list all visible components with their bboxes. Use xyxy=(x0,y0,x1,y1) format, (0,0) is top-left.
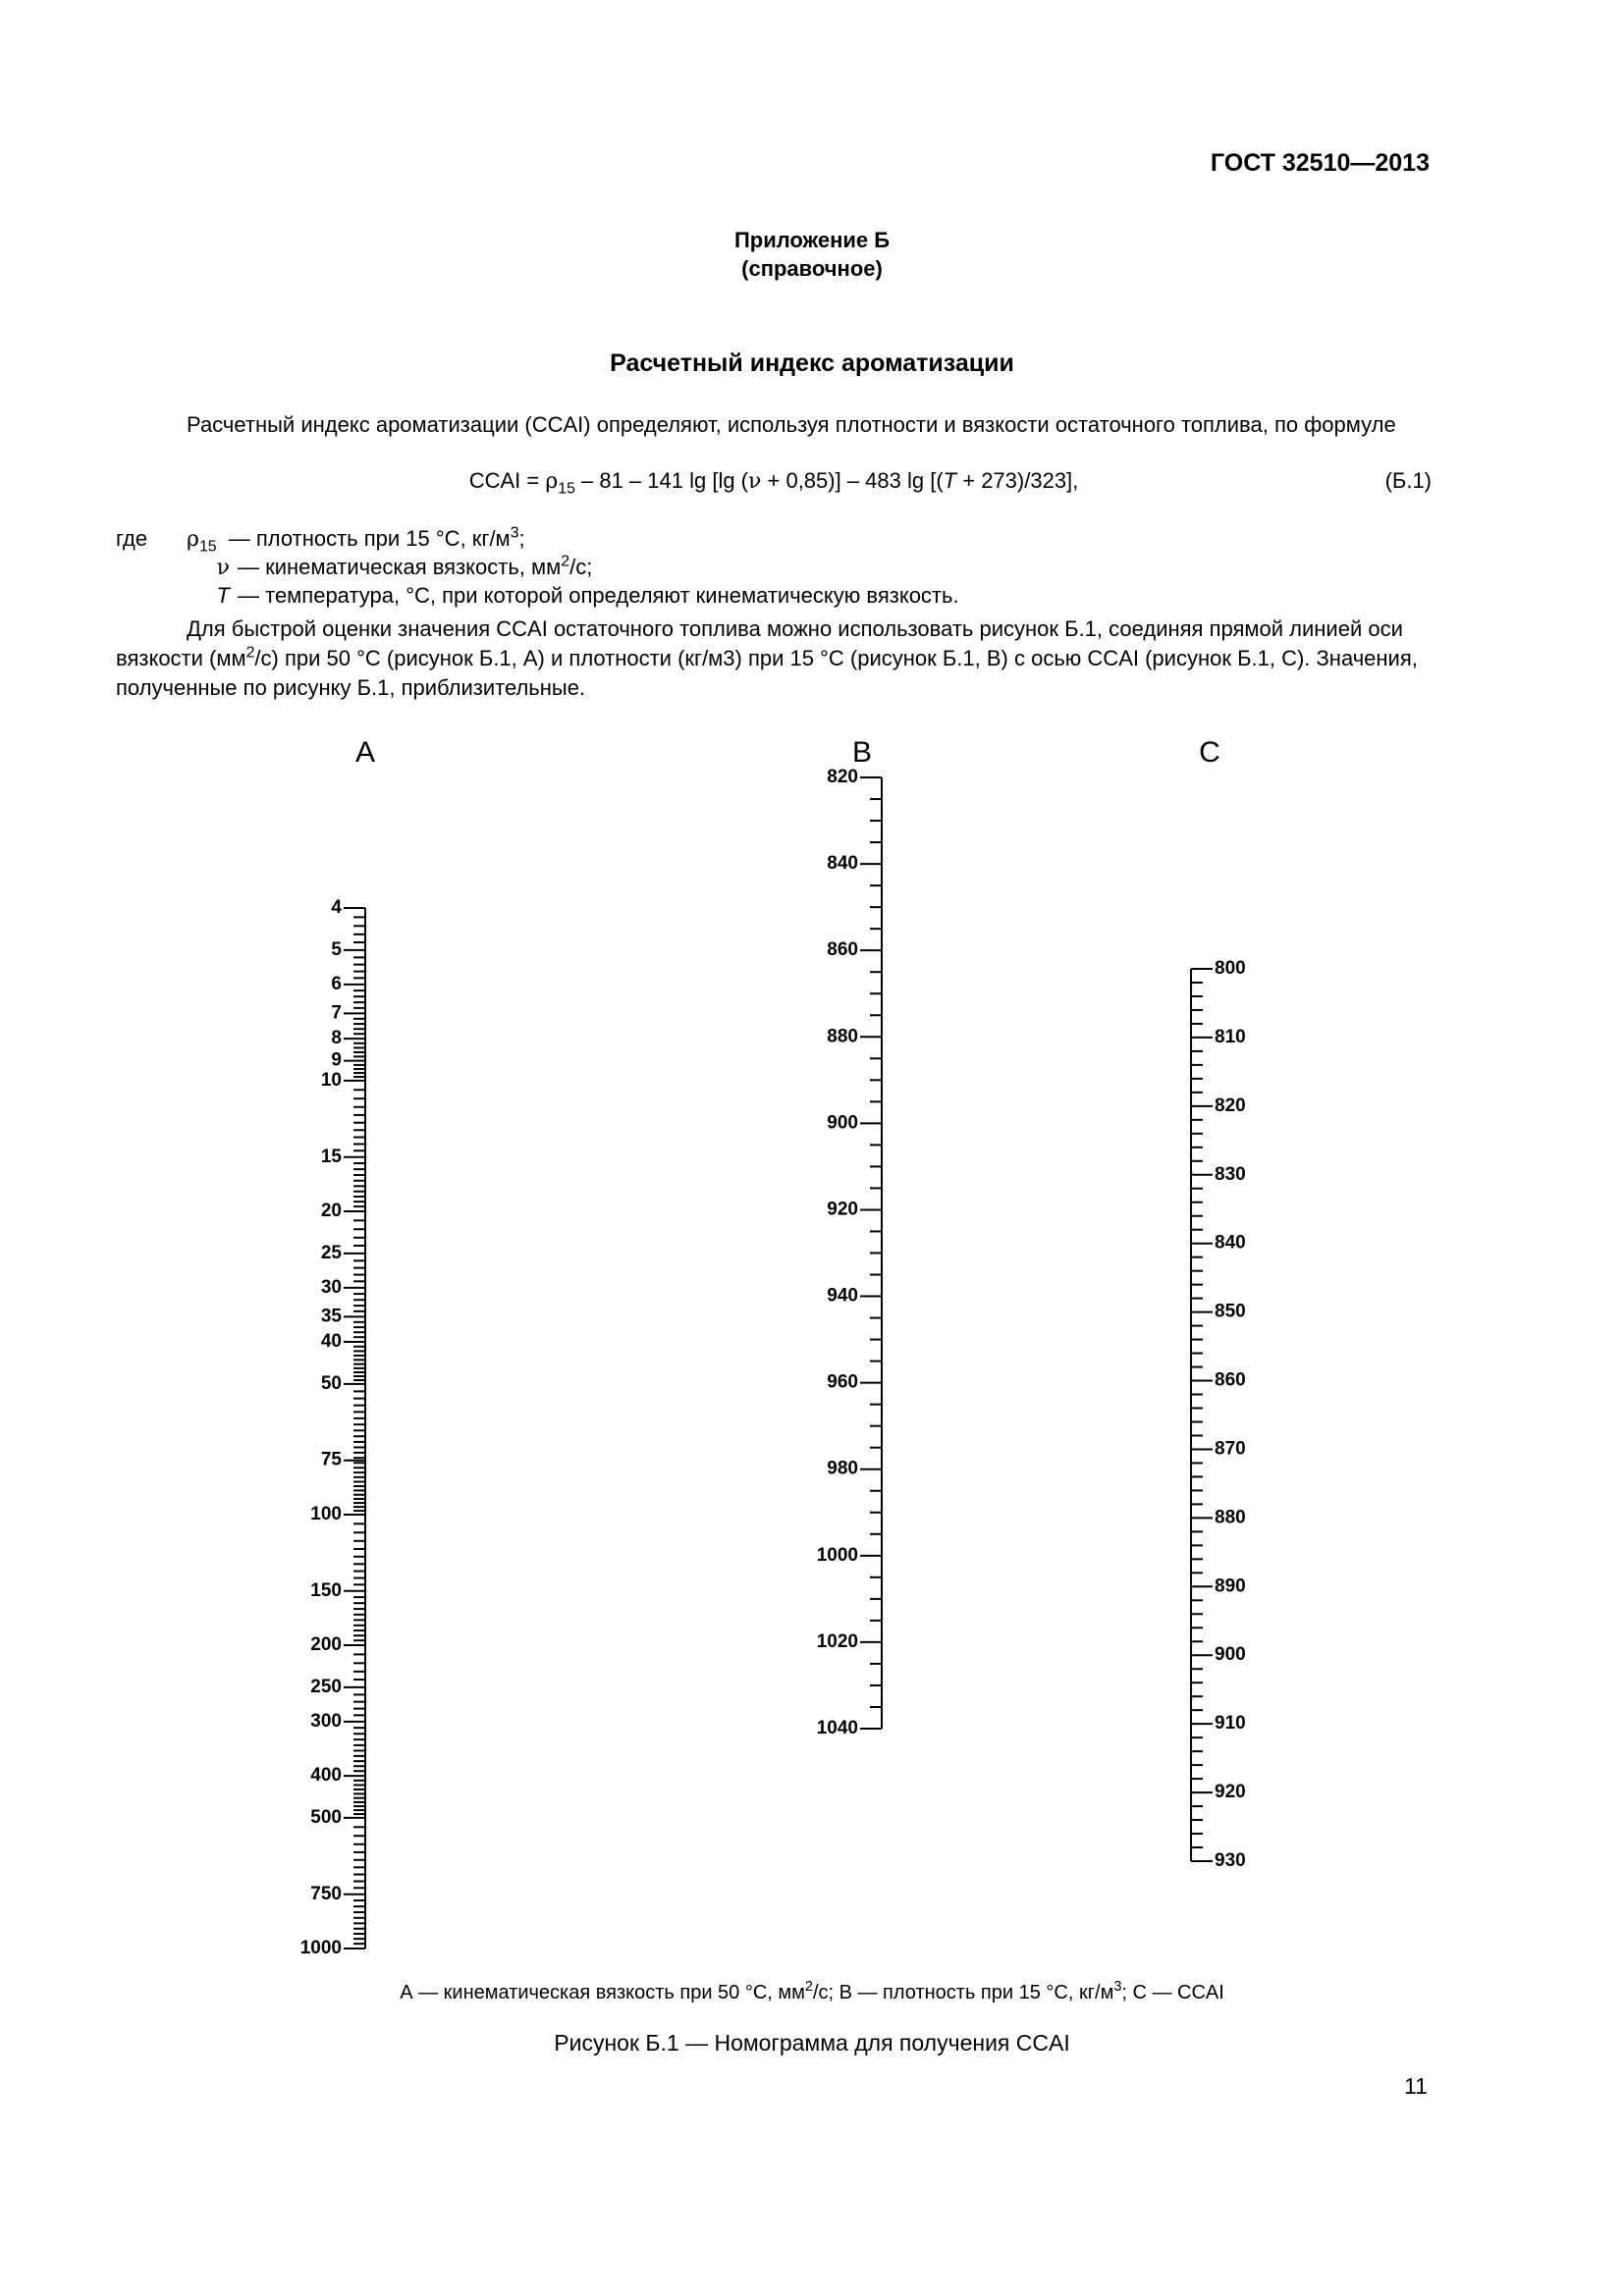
section-title: Расчетный индекс ароматизации xyxy=(610,349,1014,377)
axis-b-tick-label: 980 xyxy=(827,1458,858,1479)
axis-a-tick-label: 50 xyxy=(320,1372,342,1394)
axis-a-tick-label: 150 xyxy=(310,1579,342,1601)
axis-c-tick-label: 890 xyxy=(1215,1575,1246,1597)
axis-c-tick-label: 900 xyxy=(1215,1644,1246,1666)
axis-a-tick-label: 4 xyxy=(331,897,342,919)
definition-rho: где $\rho_{15}$ — плотность при 15 °С, $кг/м^3$; xyxy=(116,524,525,556)
quick-estimate-paragraph: Для быстрой оценки значения CCAI остаточного топлива можно использовать рисунок Б.1, соединяя прямой линией оси вязкости $(мм^2/с)$ при 50 °С (рисунок Б.1, А) и плотности (кг/м3) при 15 °С (рисунок Б.1, В) с осью CCAI (рисунок Б.1, С). Значения, полученные по рисунку Б.1, приблизительные. xyxy=(116,616,1418,700)
axis-b-tick-label: 860 xyxy=(827,939,858,961)
axis-b-tick-label: 1020 xyxy=(816,1630,858,1652)
axis-b-tick-label: 840 xyxy=(827,853,858,875)
figure-caption: Рисунок Б.1 — Номограмма для получения CCAI xyxy=(554,2030,1070,2056)
axis-b-tick-label: 920 xyxy=(827,1199,858,1220)
axis-c-tick-label: 830 xyxy=(1215,1163,1246,1185)
appendix-subtitle: (справочное) xyxy=(741,256,883,281)
axis-b-tick-label: 880 xyxy=(827,1026,858,1047)
axis-b-tick-label: 820 xyxy=(827,767,858,788)
axis-a-tick-label: 750 xyxy=(310,1883,342,1904)
appendix-title: Приложение Б xyxy=(733,228,891,252)
axis-a-tick-label: 500 xyxy=(310,1806,342,1828)
axis-a-tick-label: 20 xyxy=(320,1200,342,1221)
axis-c-tick-label: 860 xyxy=(1215,1369,1246,1391)
axis-c-tick-label: 880 xyxy=(1215,1507,1246,1528)
axis-b-tick-label: 940 xyxy=(827,1285,858,1307)
figure-legend: А — кинематическая вязкость при 50 °С, $мм^2/с$; В — плотность при 15 °С, $кг/м^3$; С — CCAI xyxy=(400,1979,1224,2003)
axis-a-tick-label: 300 xyxy=(310,1710,342,1732)
axis-a-tick-label: 250 xyxy=(310,1676,342,1697)
axis-c-tick-label: 840 xyxy=(1215,1232,1246,1254)
formula: CCAI = $\rho_{15} - 81 - 141$ lg [lg (ν + 0,85)] – 483 lg [(T + 273)/323], xyxy=(468,468,1079,498)
axis-a-tick-label: 5 xyxy=(331,938,342,960)
axis-a-tick-label: 200 xyxy=(310,1634,342,1656)
axis-a-tick-label: 1000 xyxy=(299,1938,342,1959)
axis-a-tick-label: 100 xyxy=(310,1503,342,1524)
axis-b-letter: B xyxy=(851,735,873,769)
axis-a-tick-label: 25 xyxy=(320,1242,342,1263)
axis-a-tick-label: 10 xyxy=(320,1069,342,1091)
document-code: ГОСТ 32510—2013 xyxy=(1210,149,1430,177)
axis-b-tick-label: 1000 xyxy=(816,1544,858,1566)
axis-a-tick-label: 8 xyxy=(331,1028,342,1049)
axis-c-tick-label: 850 xyxy=(1215,1301,1246,1322)
axis-c-tick-label: 930 xyxy=(1215,1850,1246,1872)
axis-c-tick-label: 800 xyxy=(1215,958,1246,980)
axis-a-tick-label: 6 xyxy=(331,973,342,994)
axis-a-tick-label: 35 xyxy=(320,1306,342,1327)
axis-b-tick-label: 960 xyxy=(827,1371,858,1393)
axis-c-tick-label: 820 xyxy=(1215,1095,1246,1116)
formula-number: (Б.1) xyxy=(1384,468,1432,493)
axis-a-tick-label: 7 xyxy=(331,1002,342,1024)
intro-paragraph: Расчетный индекс ароматизации (CCAI) определяют, используя плотности и вязкости остаточного топлива, по формуле xyxy=(187,412,1396,437)
axis-c-tick-label: 920 xyxy=(1215,1782,1246,1803)
axis-a-tick-label: 75 xyxy=(320,1449,342,1470)
axis-b-tick-label: 900 xyxy=(827,1112,858,1134)
axis-c-tick-label: 870 xyxy=(1215,1438,1246,1460)
axis-c-tick-label: 810 xyxy=(1215,1026,1246,1047)
definition-t: T — температура, °С, при которой определяют кинематическую вязкость. xyxy=(216,583,959,608)
page-number: 11 xyxy=(1404,2073,1428,2099)
axis-a-tick-label: 9 xyxy=(331,1049,342,1071)
axis-c-tick-label: 910 xyxy=(1215,1713,1246,1735)
axis-a-letter: A xyxy=(354,735,376,769)
axis-a-tick-label: 40 xyxy=(320,1331,342,1353)
axis-c-letter: C xyxy=(1199,735,1220,769)
definition-nu: ν — кинематическая вязкость, $мм^2/с$; xyxy=(216,553,593,580)
axis-a-tick-label: 30 xyxy=(320,1276,342,1298)
axis-a-tick-label: 400 xyxy=(310,1765,342,1787)
axis-a-tick-label: 15 xyxy=(320,1146,342,1167)
axis-b-tick-label: 1040 xyxy=(816,1718,858,1739)
